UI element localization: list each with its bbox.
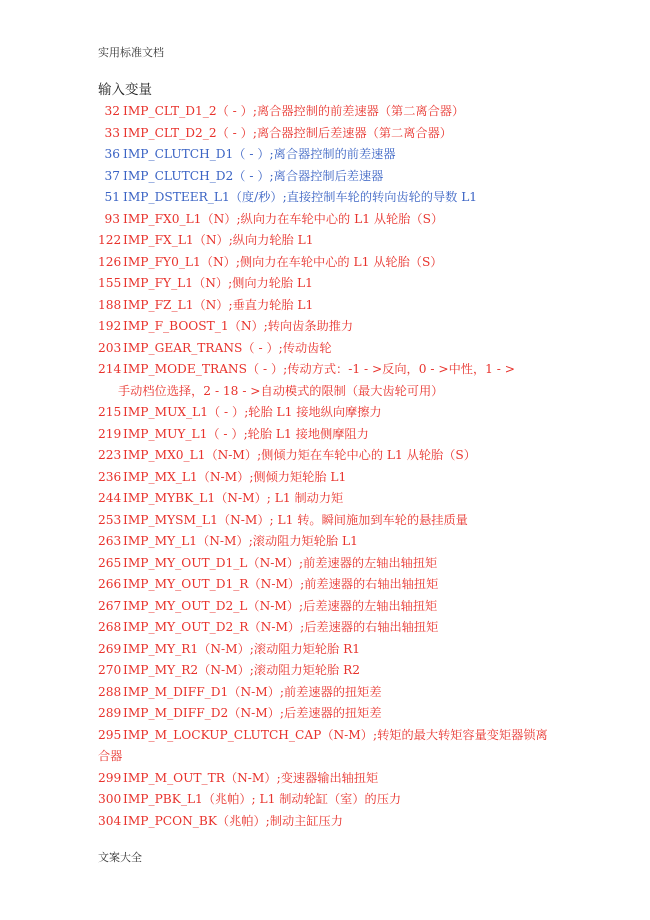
- variable-number: 295: [98, 727, 122, 742]
- variable-description: IMP_M_DIFF_D1（N-M）;前差速器的扭矩差: [123, 684, 382, 699]
- variable-description: IMP_FZ_L1（N）;垂直力轮胎 L1: [123, 297, 314, 312]
- variable-number: 267: [98, 598, 122, 613]
- variable-description: IMP_FY0_L1（N）;侧向力在车轮中心的 L1 从轮胎（S）: [123, 254, 443, 269]
- variable-number: 304: [98, 813, 122, 828]
- variable-description: IMP_CLT_D1_2（ - ）;离合器控制的前差速器（第二离合器）: [123, 104, 465, 118]
- variable-number: 33: [104, 125, 120, 140]
- variable-number: 223: [98, 448, 122, 462]
- variable-description: IMP_MY_R1（N-M）;滚动阻力矩轮胎 R1: [123, 641, 360, 656]
- variable-number: 263: [98, 534, 122, 548]
- variable-description: IMP_MY_L1（N-M）;滚动阻力矩轮胎 L1: [123, 534, 358, 548]
- list-item: [98, 467, 568, 489]
- variable-description: IMP_MODE_TRANS（ - ）;传动方式：-1 - >反向，0 - >中性，1 - >: [123, 362, 515, 376]
- variable-number: 300: [98, 792, 122, 806]
- list-item: [98, 252, 568, 274]
- variable-description: IMP_FX0_L1（N）;纵向力在车轮中心的 L1 从轮胎（S）: [123, 211, 444, 226]
- variable-number: 126: [98, 254, 122, 269]
- list-item: [98, 230, 568, 252]
- variable-number: 203: [98, 340, 122, 355]
- page-footer: 文案大全: [98, 851, 142, 864]
- list-item: [98, 445, 568, 467]
- list-item: [98, 209, 568, 231]
- list-item: [98, 639, 568, 661]
- variable-number: 51: [104, 190, 120, 204]
- list-item: [98, 187, 568, 209]
- variable-number: 268: [98, 620, 122, 634]
- list-item: [98, 574, 568, 596]
- variable-number: 36: [104, 147, 120, 161]
- variable-description: IMP_FX_L1（N）;纵向力轮胎 L1: [123, 233, 314, 247]
- list-item: [98, 166, 568, 188]
- variable-description: IMP_DSTEER_L1（度/秒）;直接控制车轮的转向齿轮的导数 L1: [123, 190, 478, 204]
- variable-description: IMP_M_DIFF_D2（N-M）;后差速器的扭矩差: [123, 706, 382, 720]
- list-item: [98, 789, 568, 811]
- variable-description: IMP_FY_L1（N）;侧向力轮胎 L1: [123, 276, 313, 290]
- list-item: [98, 617, 568, 639]
- variable-number: 32: [104, 104, 120, 118]
- list-item: [98, 316, 568, 338]
- variable-number: 214: [98, 362, 122, 376]
- variable-description: IMP_MYSM_L1（N-M）; L1 转。瞬间施加到车轮的悬挂质量: [123, 512, 468, 527]
- variable-description-continued: 合器: [98, 749, 123, 763]
- list-item: [98, 682, 568, 704]
- section-title: 输入变量: [98, 82, 152, 98]
- variable-description: IMP_MY_R2（N-M）;滚动阻力矩轮胎 R2: [123, 663, 360, 677]
- variable-description: IMP_MY_OUT_D2_L（N-M）;后差速器的左轴出轴扭矩: [123, 598, 438, 613]
- list-item: [98, 488, 568, 510]
- variable-number: 188: [98, 297, 122, 312]
- list-item: [98, 553, 568, 575]
- list-item: [98, 338, 568, 360]
- list-item: [98, 123, 568, 145]
- variable-description: IMP_MX0_L1（N-M）;侧倾力矩在车轮中心的 L1 从轮胎（S）: [123, 448, 476, 462]
- list-item: [98, 660, 568, 682]
- variable-number: 236: [98, 469, 122, 484]
- variable-description-continued: 手动档位选择，2 - 18 - >自动模式的限制（最大齿轮可用）: [118, 383, 444, 398]
- variable-number: 215: [98, 405, 122, 419]
- variable-number: 265: [98, 555, 122, 570]
- list-item: [98, 768, 568, 790]
- list-item: [98, 703, 568, 725]
- variable-number: 122: [98, 233, 122, 247]
- variable-description: IMP_MUX_L1（ - ）;轮胎 L1 接地纵向摩擦力: [123, 405, 382, 419]
- variable-number: 192: [98, 319, 122, 333]
- variable-description: IMP_PBK_L1（兆帕）; L1 制动轮缸（室）的压力: [123, 792, 402, 806]
- variable-description: IMP_M_LOCKUP_CLUTCH_CAP（N-M）;转矩的最大转矩容量变矩器锁离: [123, 727, 548, 742]
- variable-number: 155: [98, 276, 122, 290]
- variable-number: 269: [98, 641, 122, 656]
- page-header: 实用标准文档: [98, 46, 164, 59]
- list-item: [98, 725, 568, 768]
- variable-description: IMP_M_OUT_TR（N-M）;变速器输出轴扭矩: [123, 770, 379, 785]
- list-item: [98, 531, 568, 553]
- variable-number: 266: [98, 577, 122, 591]
- variable-description: IMP_MX_L1（N-M）;侧倾力矩轮胎 L1: [123, 469, 347, 484]
- variable-number: 93: [104, 211, 120, 226]
- variable-description: IMP_MY_OUT_D1_L（N-M）;前差速器的左轴出轴扭矩: [123, 555, 438, 570]
- variable-description: IMP_CLUTCH_D2（ - ）;离合器控制后差速器: [123, 168, 384, 183]
- variable-description: IMP_F_BOOST_1（N）;转向齿条助推力: [123, 319, 354, 333]
- list-item: [98, 295, 568, 317]
- variable-number: 244: [98, 491, 122, 505]
- variable-description: IMP_PCON_BK（兆帕）;制动主缸压力: [123, 813, 343, 828]
- variable-number: 37: [104, 168, 120, 183]
- list-item: [98, 402, 568, 424]
- variable-description: IMP_MUY_L1（ - ）;轮胎 L1 接地侧摩阻力: [123, 426, 369, 441]
- variable-number: 219: [98, 426, 122, 441]
- variable-number: 289: [98, 706, 122, 720]
- list-item: [98, 359, 568, 402]
- variable-description: IMP_MYBK_L1（N-M）; L1 制动力矩: [123, 491, 344, 505]
- variable-description: IMP_MY_OUT_D1_R（N-M）;前差速器的右轴出轴扭矩: [123, 577, 439, 591]
- variable-number: 288: [98, 684, 122, 699]
- variable-number: 253: [98, 512, 122, 527]
- list-item: [98, 596, 568, 618]
- list-item: [98, 424, 568, 446]
- list-item: [98, 510, 568, 532]
- variable-number: 270: [98, 663, 122, 677]
- variable-description: IMP_MY_OUT_D2_R（N-M）;后差速器的右轴出轴扭矩: [123, 620, 439, 634]
- list-item: [98, 811, 568, 833]
- variable-description: IMP_GEAR_TRANS（ - ）;传动齿轮: [123, 340, 332, 355]
- variable-number: 299: [98, 770, 122, 785]
- list-item: [98, 144, 568, 166]
- list-item: [98, 273, 568, 295]
- variable-description: IMP_CLUTCH_D1（ - ）;离合器控制的前差速器: [123, 147, 396, 161]
- variable-description: IMP_CLT_D2_2（ - ）;离合器控制后差速器（第二离合器）: [123, 125, 452, 140]
- variable-list: [98, 101, 568, 832]
- list-item: [98, 101, 568, 123]
